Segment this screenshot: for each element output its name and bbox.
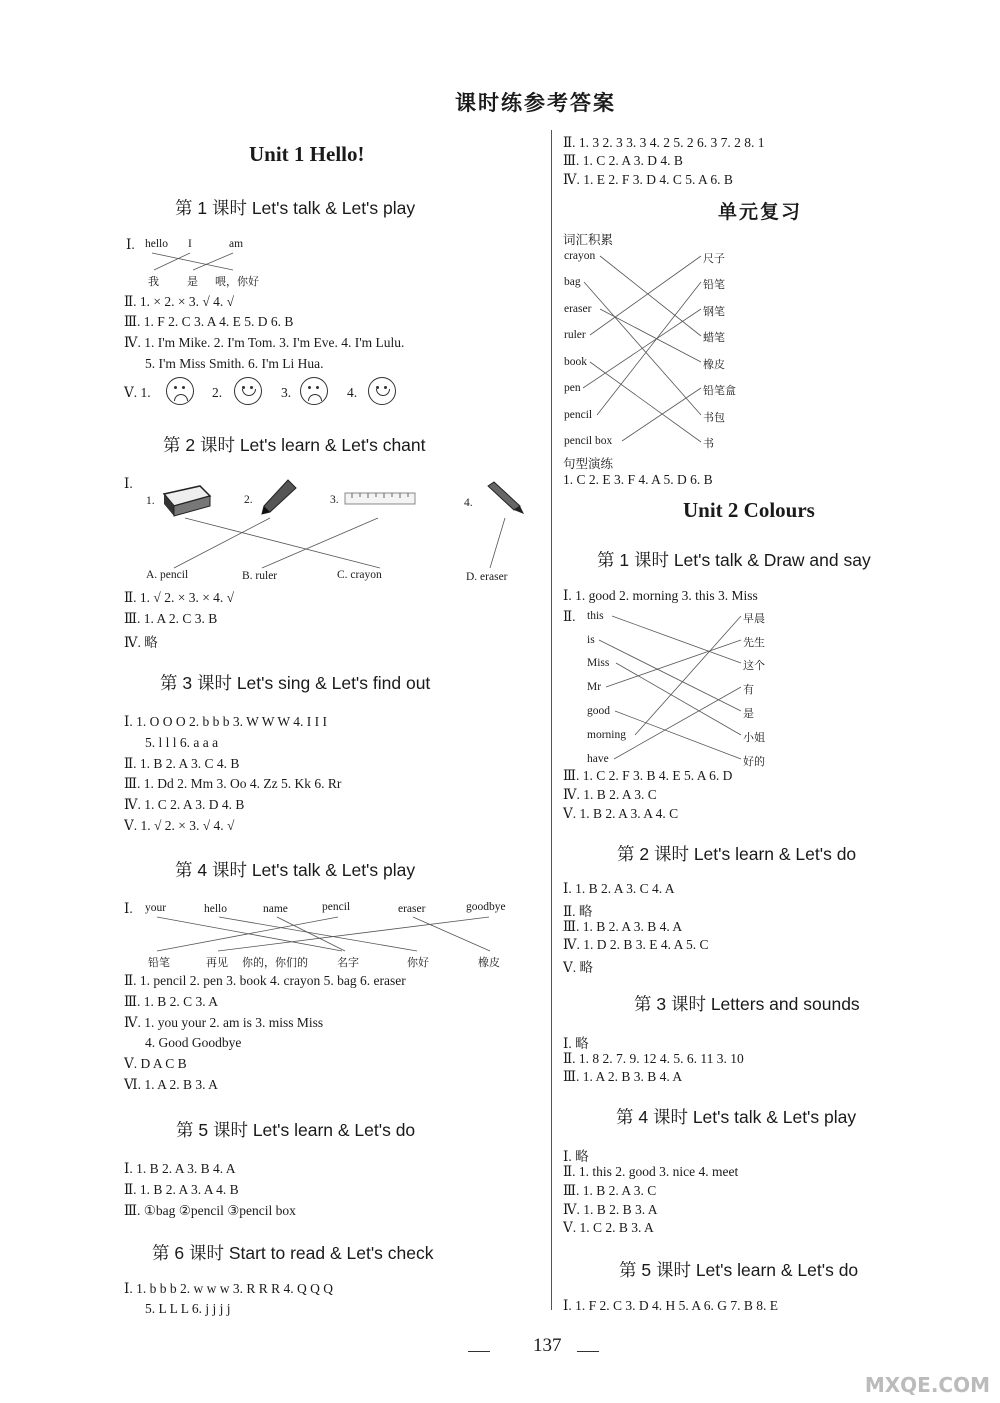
l3-v: Ⅴ. 1. √ 2. × 3. √ 4. √ <box>124 818 235 833</box>
l5-iii: Ⅲ. ①bag ②pencil ③pencil box <box>124 1203 296 1218</box>
u2l1-cn-zaochen: 早晨 <box>743 612 765 625</box>
match-line <box>616 663 741 735</box>
u2-lesson4-title: 第 4 课时 Let's talk & Let's play <box>616 1107 857 1127</box>
u2l1-v: Ⅴ. 1. B 2. A 3. A 4. C <box>563 806 679 821</box>
review-title: 单元复习 <box>718 201 803 223</box>
l4-word-pencil: pencil <box>322 901 351 913</box>
u2l2-i: Ⅰ. 1. B 2. A 3. C 4. A <box>563 881 675 896</box>
l5-ii: Ⅱ. 1. B 2. A 3. A 4. B <box>124 1182 239 1197</box>
l3-i-a: Ⅰ. 1. O O O 2. b b b 3. W W W 4. I I I <box>124 714 327 729</box>
match-line <box>193 253 233 270</box>
l4-cn-xiangpi: 橡皮 <box>478 956 500 969</box>
u2l2-v: Ⅴ. 略 <box>563 960 593 975</box>
l3-iii: Ⅲ. 1. Dd 2. Mm 3. Oo 4. Zz 5. Kk 6. Rr <box>124 776 342 791</box>
match-line <box>174 518 270 568</box>
l3-ii: Ⅱ. 1. B 2. A 3. C 4. B <box>124 756 240 771</box>
l1-word-hello: hello <box>145 238 168 250</box>
l2-num3: 3. <box>330 494 339 506</box>
l2-i-label: Ⅰ. <box>124 476 133 491</box>
u2l2-iii: Ⅲ. 1. B 2. A 3. B 4. A <box>563 919 683 934</box>
u2l4-v: Ⅴ. 1. C 2. B 3. A <box>563 1220 654 1235</box>
u2l2-ii: Ⅱ. 略 <box>563 904 593 919</box>
sentence-answers: 1. C 2. E 3. F 4. A 5. D 6. B <box>563 472 713 487</box>
l4-cn-zaijian: 再见 <box>206 956 228 969</box>
l1-ii: Ⅱ. 1. × 2. × 3. √ 4. √ <box>124 294 235 309</box>
page-number-dash-left <box>468 1351 490 1352</box>
u2l1-en-mr: Mr <box>587 681 602 693</box>
l1-iv-b: 5. I'm Miss Smith. 6. I'm Li Hua. <box>145 356 324 371</box>
l5-i: Ⅰ. 1. B 2. A 3. B 4. A <box>124 1161 236 1176</box>
l1-cn-wo: 我 <box>148 275 159 288</box>
l4-cn-qianbi: 铅笔 <box>148 956 170 969</box>
u2l4-ii: Ⅱ. 1. this 2. good 3. nice 4. meet <box>563 1164 739 1179</box>
match-line <box>218 917 489 951</box>
l2-opt-c: C. crayon <box>337 569 382 581</box>
l4-vi: Ⅵ. 1. A 2. B 3. A <box>124 1077 218 1092</box>
u2l1-ii-label: Ⅱ. <box>563 609 576 624</box>
l4-ii: Ⅱ. 1. pencil 2. pen 3. book 4. crayon 5. bag 6. eraser <box>124 973 406 988</box>
l4-iv-b: 4. Good Goodbye <box>145 1035 242 1050</box>
l1-v-num3: 3. <box>281 385 292 400</box>
u2l4-i: Ⅰ. 略 <box>563 1149 589 1164</box>
match-line <box>606 640 741 687</box>
vocab-cn-xiangpi: 橡皮 <box>703 358 725 371</box>
lesson4-title: 第 4 课时 Let's talk & Let's play <box>175 860 416 880</box>
watermark: MXQE.COM <box>864 1373 990 1397</box>
page-number: 137 <box>533 1335 562 1356</box>
match-line <box>185 518 380 568</box>
l2-iv: Ⅳ. 略 <box>124 635 158 650</box>
vocab-cn-qianbi: 铅笔 <box>703 278 725 291</box>
vocab-cn-shubao: 书包 <box>703 411 725 424</box>
u2l1-en-morning: morning <box>587 729 626 741</box>
u2l1-en-miss: Miss <box>587 657 610 669</box>
top-iii: Ⅲ. 1. C 2. A 3. D 4. B <box>563 153 683 168</box>
vocab-label: 词汇积累 <box>563 232 614 247</box>
l2-opt-a: A. pencil <box>146 569 189 581</box>
l2-iii: Ⅲ. 1. A 2. C 3. B <box>124 611 218 626</box>
page-number-dash-right <box>577 1351 599 1352</box>
match-line <box>615 711 741 759</box>
l6-i-a: Ⅰ. 1. b b b 2. w w w 3. R R R 4. Q Q Q <box>124 1281 333 1296</box>
top-iv: Ⅳ. 1. E 2. F 3. D 4. C 5. A 6. B <box>563 172 733 187</box>
vocab-cn-gangbi: 钢笔 <box>703 305 725 318</box>
vocab-ruler: ruler <box>564 329 586 341</box>
l2-ii: Ⅱ. 1. √ 2. × 3. × 4. √ <box>124 590 235 605</box>
u2-lesson1-title: 第 1 课时 Let's talk & Draw and say <box>597 550 871 570</box>
l1-iv-a: Ⅳ. 1. I'm Mike. 2. I'm Tom. 3. I'm Eve. 4. I'm Lulu. <box>124 335 405 350</box>
vocab-pencil: pencil <box>564 409 593 421</box>
l1-cn-nihao: 喂，你好 <box>215 275 259 288</box>
match-line <box>614 687 741 759</box>
lesson3-title: 第 3 课时 Let's sing & Let's find out <box>160 673 431 693</box>
match-line <box>599 640 741 711</box>
u2l1-en-is: is <box>587 634 595 646</box>
l1-cn-shi: 是 <box>187 275 198 288</box>
u2l1-cn-haode: 好的 <box>743 755 765 768</box>
l4-iv-a: Ⅳ. 1. you your 2. am is 3. miss Miss <box>124 1015 324 1030</box>
l2-num4: 4. <box>464 497 473 509</box>
vocab-cn-qianbihe: 铅笔盒 <box>703 384 736 397</box>
l2-num2: 2. <box>244 494 253 506</box>
match-line <box>590 362 701 442</box>
u2l1-iv: Ⅳ. 1. B 2. A 3. C <box>563 787 657 802</box>
match-line <box>152 253 233 270</box>
l4-word-eraser: eraser <box>398 903 426 915</box>
l4-cn-nihao: 你好 <box>407 956 429 969</box>
vocab-crayon: crayon <box>564 250 596 262</box>
u2-lesson5-title: 第 5 课时 Let's learn & Let's do <box>619 1260 859 1280</box>
unit1-title: Unit 1 Hello! <box>249 142 365 166</box>
l1-word-am: am <box>229 238 244 250</box>
l1-v-num2: 2. <box>212 385 223 400</box>
l4-v: Ⅴ. D A C B <box>124 1056 187 1071</box>
vocab-eraser: eraser <box>564 303 592 315</box>
lesson6-title: 第 6 课时 Start to read & Let's check <box>152 1243 434 1263</box>
u2l3-iii: Ⅲ. 1. A 2. B 3. B 4. A <box>563 1069 683 1084</box>
u2-lesson2-title: 第 2 课时 Let's learn & Let's do <box>617 844 857 864</box>
page-title: 课时练参考答案 <box>455 91 616 115</box>
vocab-cn-shu: 书 <box>703 437 714 450</box>
match-line <box>600 256 701 336</box>
u2l5-i: Ⅰ. 1. F 2. C 3. D 4. H 5. A 6. G 7. B 8. E <box>563 1298 778 1313</box>
u2l3-ii: Ⅱ. 1. 8 2. 7. 9. 12 4. 5. 6. 11 3. 10 <box>563 1051 744 1066</box>
l4-word-hello: hello <box>204 903 227 915</box>
l4-word-your: your <box>145 902 167 914</box>
l4-word-name: name <box>263 903 288 915</box>
l4-word-goodbye: goodbye <box>466 901 506 913</box>
u2l1-cn-you: 有 <box>743 683 754 696</box>
vocab-cn-labi: 蜡笔 <box>703 331 725 344</box>
u2l2-iv: Ⅳ. 1. D 2. B 3. E 4. A 5. C <box>563 937 709 952</box>
lesson5-title: 第 5 课时 Let's learn & Let's do <box>176 1120 416 1140</box>
u2l4-iv: Ⅳ. 1. B 2. B 3. A <box>563 1202 658 1217</box>
l4-cn-mingzi: 名字 <box>337 956 359 969</box>
l3-iv: Ⅳ. 1. C 2. A 3. D 4. B <box>124 797 245 812</box>
u2l1-en-good: good <box>587 705 610 717</box>
l6-i-b: 5. L L L 6. j j j j <box>145 1301 231 1316</box>
u2l1-i: Ⅰ. 1. good 2. morning 3. this 3. Miss <box>563 588 758 603</box>
vocab-pencil-box: pencil box <box>564 435 613 447</box>
l2-opt-d: D. eraser <box>466 571 508 583</box>
unit2-title: Unit 2 Colours <box>683 498 815 522</box>
top-ii: Ⅱ. 1. 3 2. 3 3. 3 4. 2 5. 2 6. 3 7. 2 8. 1 <box>563 135 765 150</box>
sentence-label: 句型演练 <box>563 456 614 471</box>
u2l1-cn-shi: 是 <box>743 707 754 720</box>
l4-cn-nide: 你的，你们的 <box>242 956 308 969</box>
u2l1-en-this: this <box>587 610 604 622</box>
l4-i-label: Ⅰ. <box>124 901 133 916</box>
match-line <box>583 309 701 388</box>
l1-word-i: I <box>188 238 192 250</box>
u2l4-iii: Ⅲ. 1. B 2. A 3. C <box>563 1183 657 1198</box>
l1-i-label: Ⅰ. <box>126 237 135 252</box>
l1-iii: Ⅲ. 1. F 2. C 3. A 4. E 5. D 6. B <box>124 314 294 329</box>
vocab-book: book <box>564 356 587 368</box>
vocab-bag: bag <box>564 276 581 288</box>
u2-lesson3-title: 第 3 课时 Letters and sounds <box>634 994 860 1014</box>
lesson2-title: 第 2 课时 Let's learn & Let's chant <box>163 435 426 455</box>
u2l1-cn-zhege: 这个 <box>743 659 765 672</box>
match-line <box>262 518 378 568</box>
vocab-pen: pen <box>564 382 581 394</box>
l2-opt-b: B. ruler <box>242 570 278 582</box>
l3-i-b: 5. l l l 6. a a a <box>145 735 219 750</box>
vocab-cn-chizi: 尺子 <box>703 252 725 265</box>
l1-v-label: Ⅴ. 1. <box>124 385 151 400</box>
l4-iii: Ⅲ. 1. B 2. C 3. A <box>124 994 219 1009</box>
u2l3-i: Ⅰ. 略 <box>563 1036 589 1051</box>
u2l1-en-have: have <box>587 753 609 765</box>
match-line <box>490 518 505 568</box>
u2l1-cn-xiansheng: 先生 <box>743 636 765 649</box>
match-line <box>597 282 701 415</box>
u2l1-cn-xiaojie: 小姐 <box>743 731 765 744</box>
u2l1-iii: Ⅲ. 1. C 2. F 3. B 4. E 5. A 6. D <box>563 768 733 783</box>
l1-v-num4: 4. <box>347 385 358 400</box>
match-line <box>154 253 190 270</box>
l2-num1: 1. <box>146 495 155 507</box>
lesson1-title: 第 1 课时 Let's talk & Let's play <box>175 198 416 218</box>
